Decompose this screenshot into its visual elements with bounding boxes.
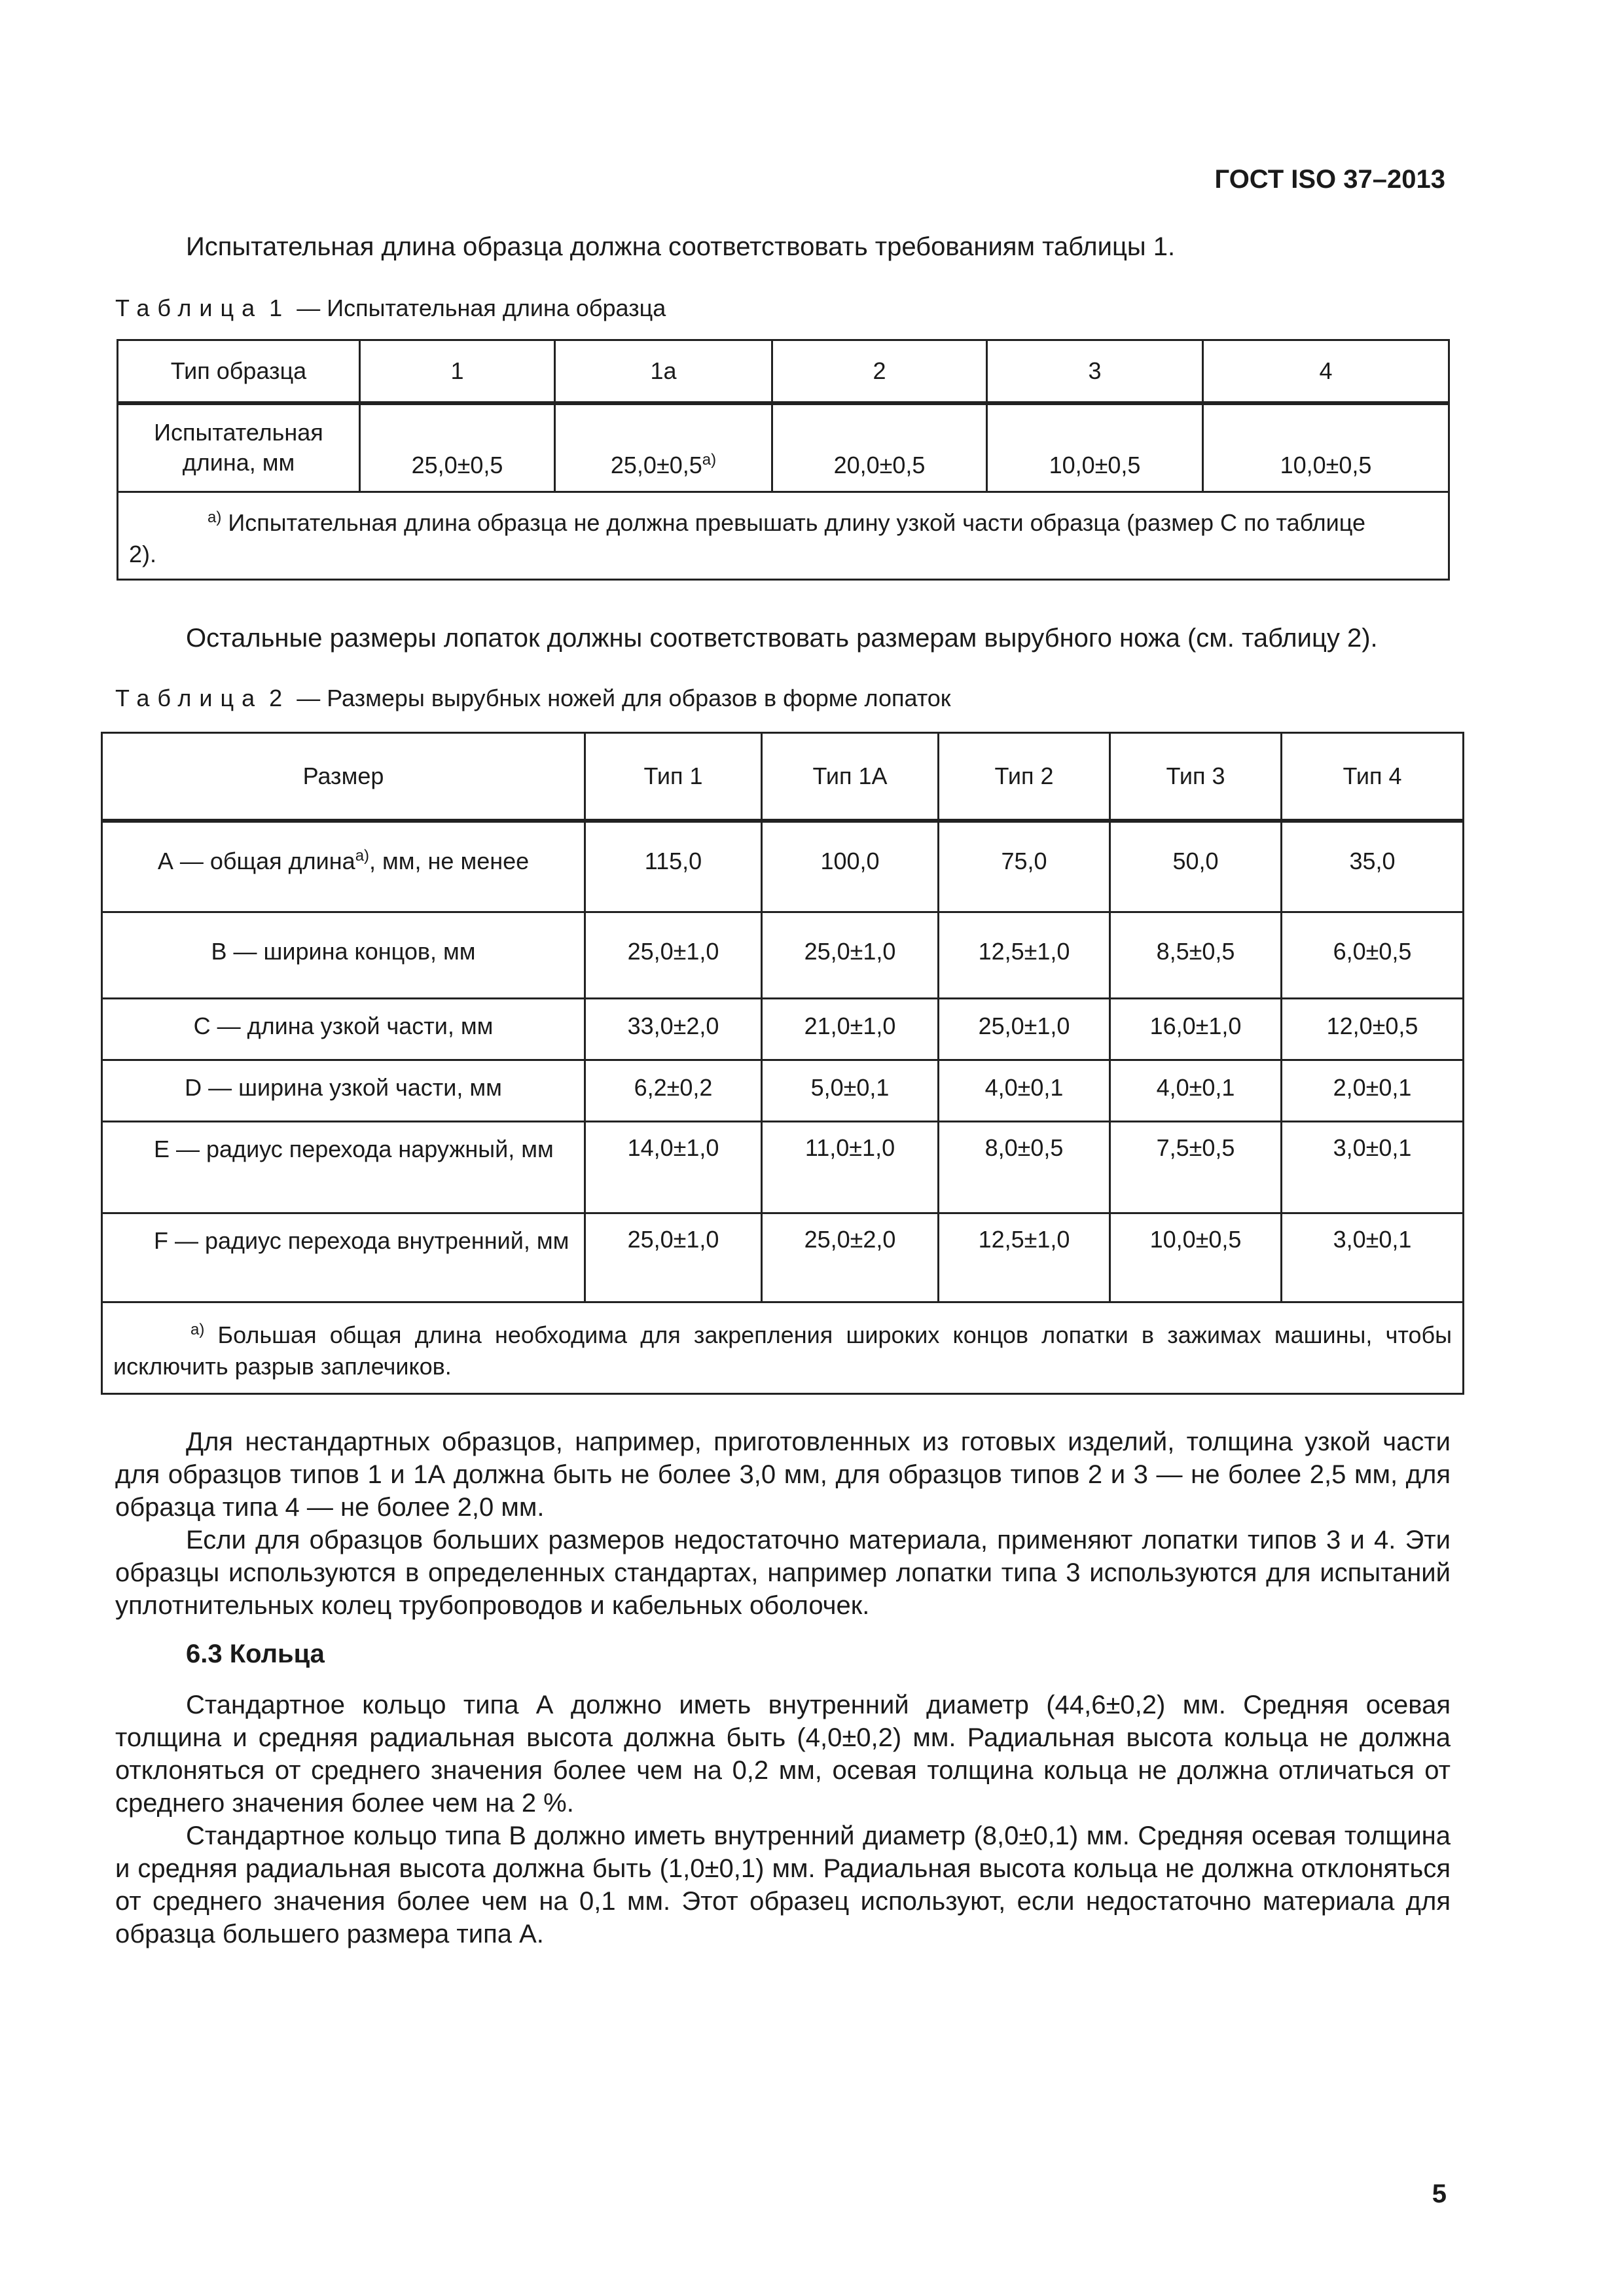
table2-cell: 25,0±1,0: [939, 999, 1110, 1060]
table1-col-header: 2: [772, 340, 987, 403]
table2-cell: 4,0±0,1: [939, 1060, 1110, 1122]
table2-cell: 5,0±0,1: [762, 1060, 939, 1122]
caption-text: — Размеры вырубных ножей для образов в форме лопаток: [297, 685, 951, 711]
table2-row-label: D — ширина узкой части, мм: [102, 1060, 585, 1122]
table1-col-header: 1: [360, 340, 555, 403]
table2-row-e: [102, 1122, 1464, 1213]
table2-header-label: Размер: [102, 733, 585, 821]
table1-col-header: 3: [987, 340, 1203, 403]
table2-col-header: Тип 3: [1110, 733, 1282, 821]
table1-header-row: [118, 340, 1449, 403]
table2-intro: Остальные размеры лопаток должны соответствовать размерам вырубного ножа (см. таблицу 2).: [186, 624, 1378, 653]
table2-cell: 8,0±0,5: [939, 1122, 1110, 1213]
table2-header-row: [102, 733, 1464, 821]
table2-caption: [115, 685, 951, 712]
table2-cell: 3,0±0,1: [1282, 1122, 1464, 1213]
table1-col-header: 4: [1203, 340, 1449, 403]
table-1: [117, 339, 1450, 581]
caption-text: — Испытательная длина образца: [297, 295, 666, 321]
table2-row-b: [102, 912, 1464, 999]
table2-cell: 25,0±1,0: [762, 912, 939, 999]
table2-cell: 4,0±0,1: [1110, 1060, 1282, 1122]
table2-cell: 3,0±0,1: [1282, 1213, 1464, 1302]
table1-row-label: Испытательная длина, мм: [118, 403, 360, 492]
table1-col-header: 1а: [555, 340, 772, 403]
table2-row-label: С — длина узкой части, мм: [102, 999, 585, 1060]
table1-header-label: Тип образца: [118, 340, 360, 403]
table1-cell: 20,0±0,5: [772, 403, 987, 492]
table2-col-header: Тип 1А: [762, 733, 939, 821]
footnote-marker: a): [355, 846, 370, 865]
table2-cell: 2,0±0,1: [1282, 1060, 1464, 1122]
caption-number: 2: [269, 685, 291, 711]
table2-row-a: [102, 821, 1464, 912]
table2-cell: 33,0±2,0: [585, 999, 762, 1060]
paragraph-nonstandard: Для нестандартных образцов, например, приготовленных из готовых изделий, толщина узкой части для образцов типов 1 и 1А должна быть не более 3,0 мм, для образцов типов 2 и 3 — не более 2,5 мм, для образца типа 4 — не более 2,0 мм.: [115, 1427, 1451, 1522]
table2-cell: 16,0±1,0: [1110, 999, 1282, 1060]
table2-cell: 75,0: [939, 821, 1110, 912]
page-number: 5: [1432, 2179, 1447, 2208]
table2-cell: 35,0: [1282, 821, 1464, 912]
table2-cell: 10,0±0,5: [1110, 1213, 1282, 1302]
table2-row-c: [102, 999, 1464, 1060]
table2-cell: 12,5±1,0: [939, 1213, 1110, 1302]
table2-cell: 6,0±0,5: [1282, 912, 1464, 999]
table2-cell: 12,0±0,5: [1282, 999, 1464, 1060]
table1-row: [118, 403, 1449, 492]
table2-cell: 21,0±1,0: [762, 999, 939, 1060]
table1-caption: [115, 295, 666, 322]
table2-cell: 25,0±1,0: [585, 1213, 762, 1302]
section-heading: 6.3 Кольца: [186, 1640, 325, 1668]
table2-cell: 25,0±1,0: [585, 912, 762, 999]
footnote-marker: a): [702, 451, 717, 469]
table2-footnote: $^{a)}$ Большая общая длина необходима для закрепления широких концов лопатки в зажимах машины, чтобы исключить разрыв заплечиков.: [102, 1302, 1464, 1394]
table2-footnote-row: [102, 1302, 1464, 1394]
table1-footnote: $^{a)}$ Испытательная длина образца не должна превышать длину узкой части образца (размер С по таблице 2).: [118, 492, 1449, 580]
table1-footnote-row: [118, 492, 1449, 580]
paragraph-small-samples: Если для образцов больших размеров недостаточно материала, применяют лопатки типов 3 и 4. Эти образцы используются в определенных стандартах, например лопатки типа 3 используются для испытаний уплотнительных колец трубопроводов и кабельных оболочек.: [115, 1526, 1451, 1620]
paragraph-ring-a: Стандартное кольцо типа А должно иметь внутренний диаметр (44,6±0,2) мм. Средняя осевая толщина и средняя радиальная высота должна быть (4,0±0,2) мм. Радиальная высота кольца не должна отклоняться от среднего значения более чем на 0,2 мм, осевая толщина кольца не должна отличаться от среднего значения более чем на 2 %.: [115, 1691, 1451, 1818]
table-2: [101, 732, 1464, 1395]
caption-word: Таблица: [115, 685, 263, 711]
table2-row-d: [102, 1060, 1464, 1122]
table2-col-header: Тип 1: [585, 733, 762, 821]
caption-word: Таблица: [115, 295, 263, 321]
table2-cell: 6,2±0,2: [585, 1060, 762, 1122]
table2-cell: 7,5±0,5: [1110, 1122, 1282, 1213]
table2-row-label: F — радиус перехода внутренний, мм: [102, 1213, 585, 1302]
table1-cell: $25,0\pm 0,5^{a)}$: [555, 403, 772, 492]
footnote-marker: a): [190, 1320, 205, 1338]
table2-cell: 14,0±1,0: [585, 1122, 762, 1213]
table2-cell: 12,5±1,0: [939, 912, 1110, 999]
caption-number: 1: [269, 295, 291, 321]
table2-col-header: Тип 4: [1282, 733, 1464, 821]
table1-cell: 10,0±0,5: [987, 403, 1203, 492]
document-code: ГОСТ ISO 37–2013: [1214, 165, 1445, 194]
table2-row-label: В — ширина концов, мм: [102, 912, 585, 999]
table2-row-f: [102, 1213, 1464, 1302]
table2-cell: 8,5±0,5: [1110, 912, 1282, 999]
table2-cell: 11,0±1,0: [762, 1122, 939, 1213]
table2-cell: 100,0: [762, 821, 939, 912]
footnote-marker: a): [208, 508, 222, 526]
table1-intro: Испытательная длина образца должна соответствовать требованиям таблицы 1.: [186, 232, 1176, 261]
table2-row-label: А — общая длина$^{a)}$, мм, не менее: [102, 821, 585, 912]
table2-row-label: Е — радиус перехода наружный, мм: [102, 1122, 585, 1213]
table2-col-header: Тип 2: [939, 733, 1110, 821]
paragraph-ring-b: Стандартное кольцо типа В должно иметь внутренний диаметр (8,0±0,1) мм. Средняя осевая толщина и средняя радиальная высота должна быть (1,0±0,1) мм. Радиальная высота кольца не должна отклоняться от среднего значения более чем на 0,1 мм. Этот образец используют, если недостаточно материала для образца большего размера типа А.: [115, 1821, 1451, 1948]
table2-cell: 115,0: [585, 821, 762, 912]
table1-cell: 10,0±0,5: [1203, 403, 1449, 492]
table2-cell: 25,0±2,0: [762, 1213, 939, 1302]
table1-cell: 25,0±0,5: [360, 403, 555, 492]
table2-cell: 50,0: [1110, 821, 1282, 912]
